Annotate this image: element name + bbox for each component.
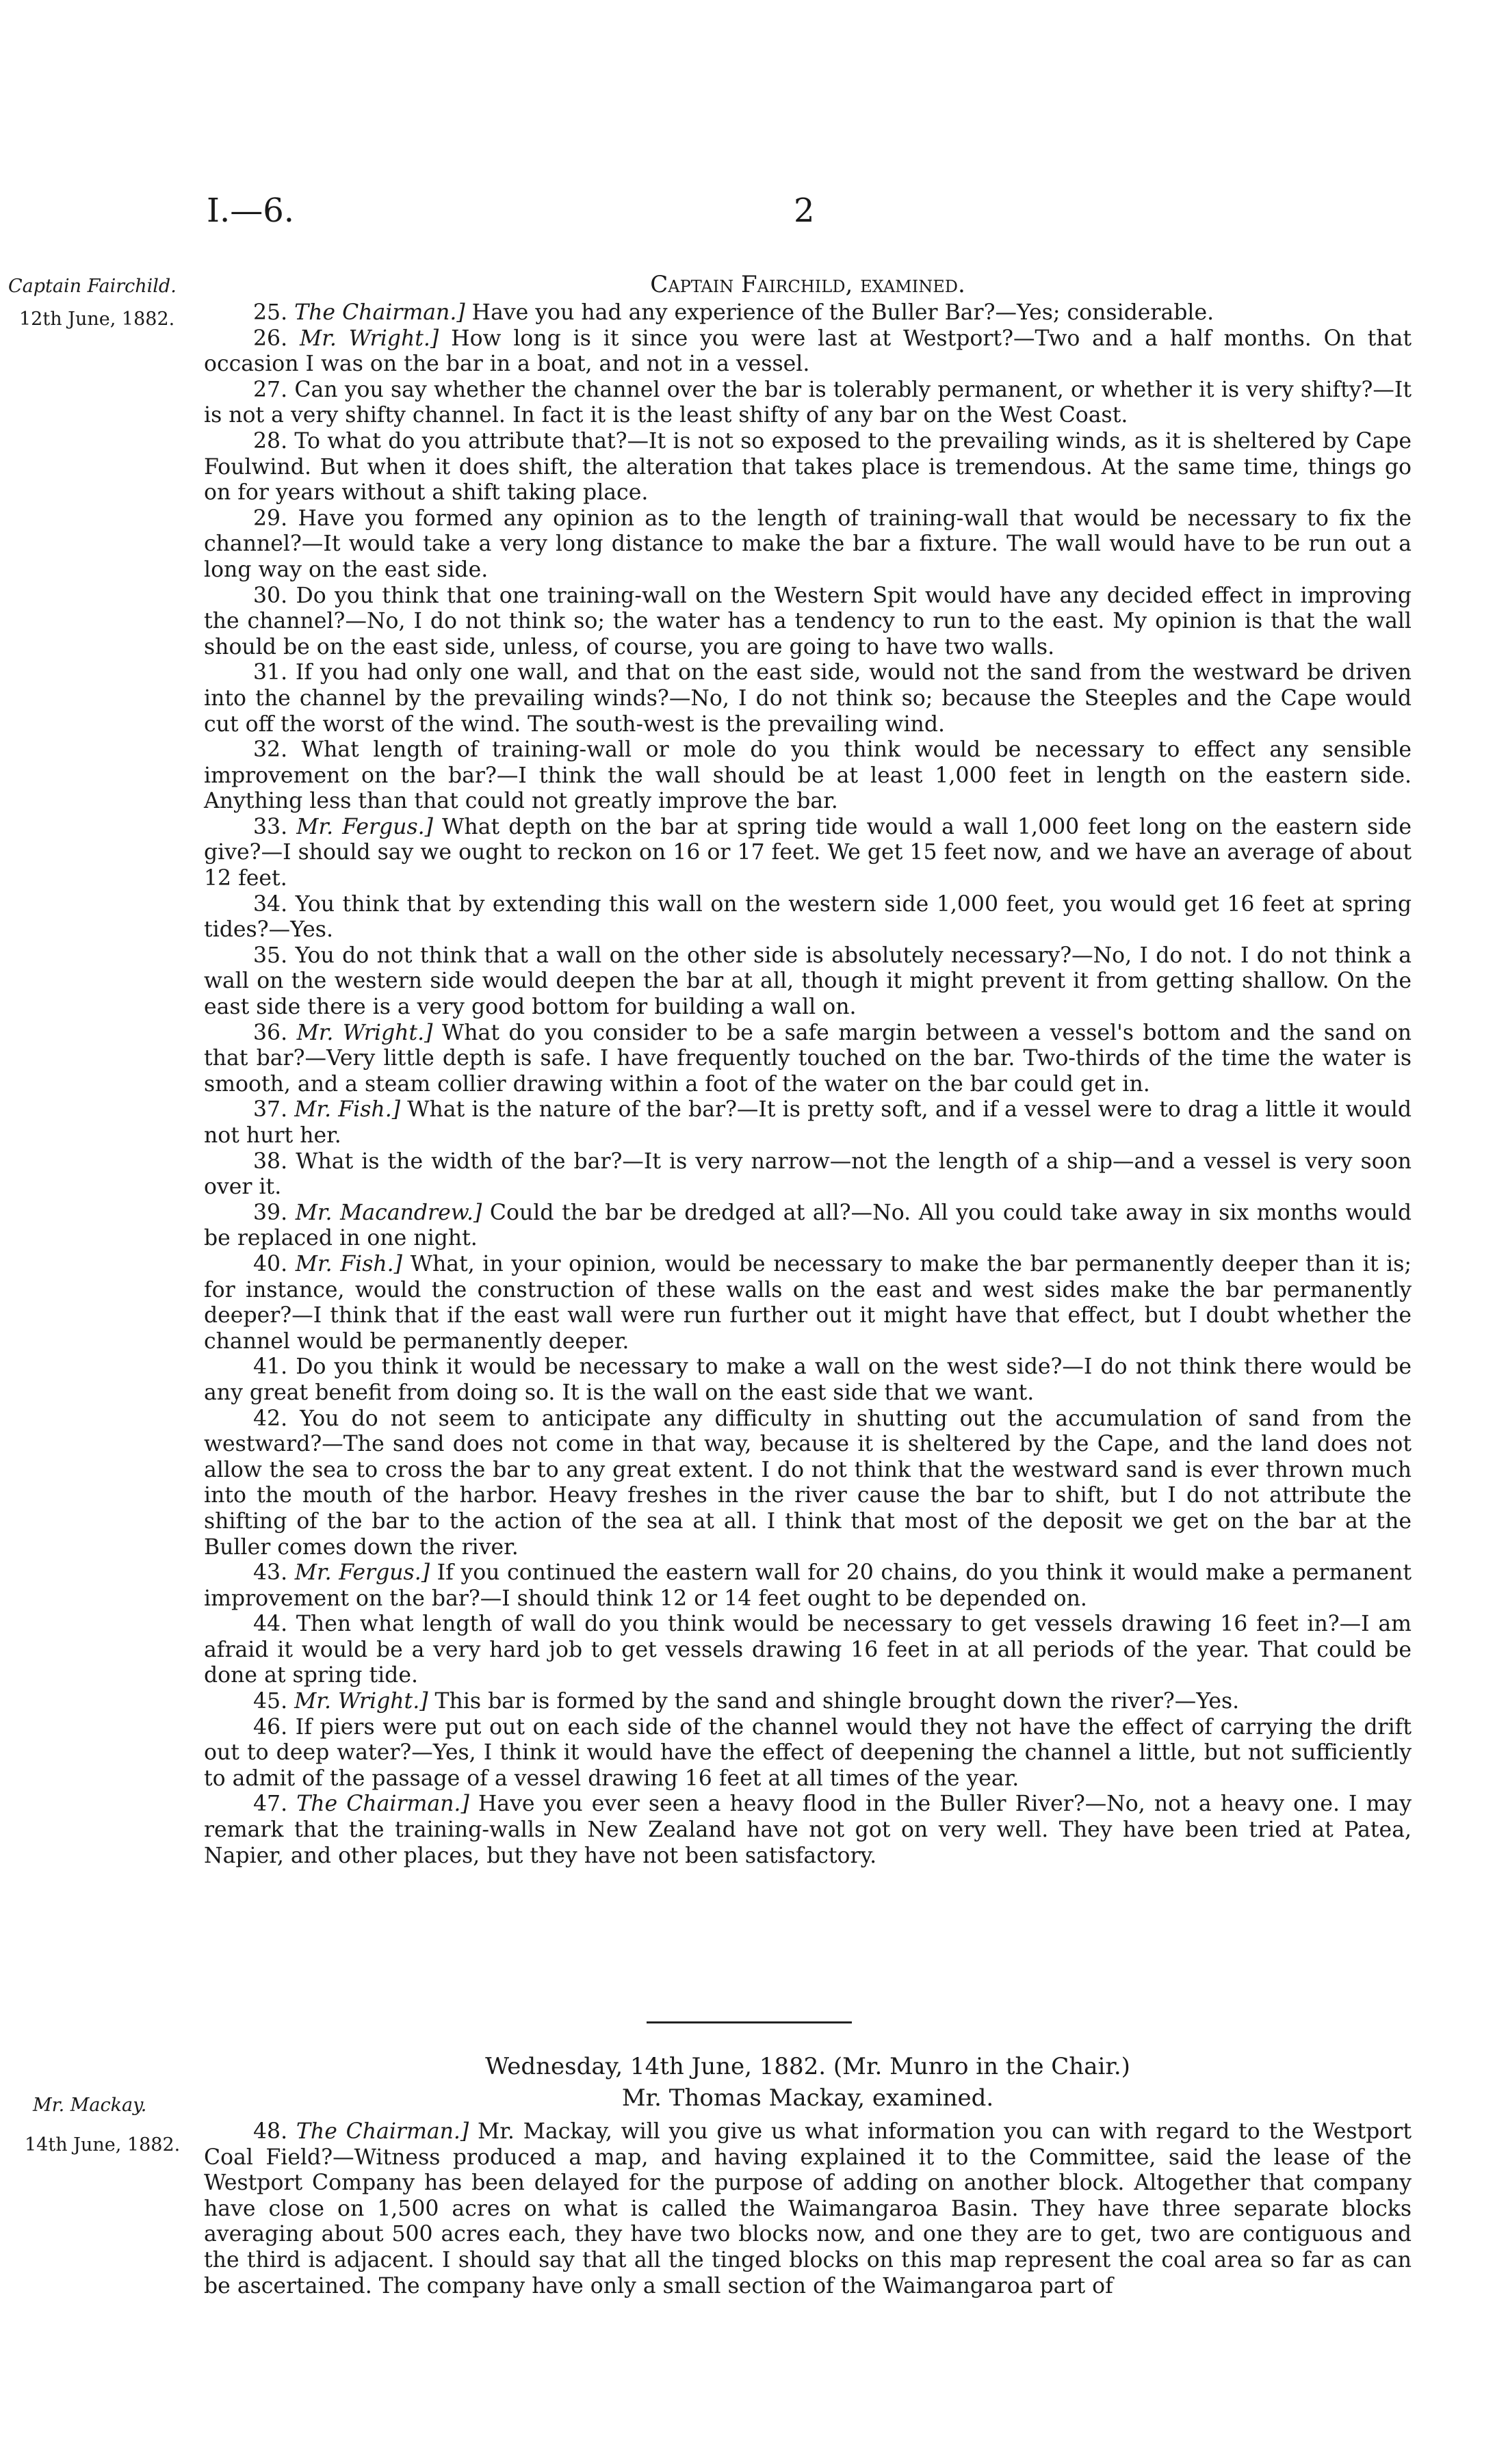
page-reference: I.—6. [207, 192, 295, 230]
question-paragraph [204, 1792, 1412, 1869]
speaker-name: The Chairman.] [294, 300, 465, 325]
question-paragraph [204, 1097, 1412, 1149]
question-paragraph [204, 892, 1412, 943]
question-text: What is the nature of the bar?—It is pretty soft, and if a vessel were to drag a little it would not hurt her. [204, 1097, 1412, 1148]
question-number: 26. [253, 326, 288, 351]
question-paragraph [204, 378, 1412, 429]
question-paragraph [204, 1354, 1412, 1406]
question-text: Mr. Mackay, will you give us what information you can with regard to the Westport Coal Field?—Witness produced a map, and having explained it to the Committee, said the lease of the Westport Company has been delayed for the purpose of adding on another block. Altogether that company have close on 1,500 acres on what is called the Waimangaroa Basin. They have three separate blocks averaging about 500 acres each, they have two blocks now, and one they are to get, two are contiguous and the third is adjacent. I should say that all the tinged blocks on this map represent the coal area so far as can be ascertained. The company have only a small section of the Waimangaroa part of [204, 2119, 1412, 2298]
question-number: 45. [253, 1689, 288, 1714]
question-text: Could the bar be dredged at all?—No. All you could take away in six months would be replaced in one night. [204, 1200, 1412, 1251]
question-number: 34. [253, 891, 288, 917]
question-paragraph [204, 1715, 1412, 1792]
question-text: You think that by extending this wall on the western side 1,000 feet, you would get 16 feet at spring tides?—Yes. [204, 891, 1412, 943]
question-paragraph [204, 300, 1412, 326]
speaker-name: The Chairman.] [296, 2119, 469, 2144]
page-header [0, 192, 1495, 239]
speaker-name: Mr. Wright.] [294, 1689, 428, 1714]
speaker-name: Mr. Wright.] [299, 326, 439, 351]
question-paragraph [204, 815, 1412, 892]
question-number: 36. [253, 1020, 288, 1045]
question-text: You do not think that a wall on the other side is absolutely necessary?—No, I do not. I do not think a wall on the western side would deepen the bar at all, though it might prevent it from getting shallow. On the east side there is a very good bottom for building a wall on. [204, 943, 1412, 1020]
question-text: What, in your opinion, would be necessary to make the bar permanently deeper than it is; for instance, would the construction of these walls on the east and west sides make the bar permanently deeper?—I think that if the east wall were run further out it might have that effect, but I doubt whether the channel would be permanently deeper. [204, 1251, 1412, 1354]
question-paragraph [204, 1201, 1412, 1252]
question-paragraph [204, 1689, 1412, 1715]
question-text: You do not seem to anticipate any difficulty in shutting out the accumulation of sand from the westward?—The sand does not come in that way, because it is sheltered by the Cape, and the land does not allow the sea to cross the bar to any great extent. I do not think that the westward sand is ever thrown much into the mouth of the harbor. Heavy freshes in the river cause the bar to shift, but I do not attribute the shifting of the bar to the action of the sea at all. I think that most of the deposit we get on the bar at the Buller comes down the river. [204, 1406, 1412, 1560]
question-paragraph [204, 1149, 1412, 1201]
speaker-name: Mr. Macandrew.] [295, 1200, 482, 1225]
date-heading: Wednesday, 14th June, 1882. (Mr. Munro in the Chair.) [485, 2053, 1130, 2080]
question-paragraph [204, 1252, 1412, 1354]
question-text: If piers were put out on each side of the channel would they not have the effect of carrying the drift out to deep water?—Yes, I think it would have the effect of deepening the channel a little, but not sufficiently to admit of the passage of a vessel drawing 16 feet at all times of the year. [204, 1714, 1412, 1791]
question-number: 42. [253, 1406, 288, 1431]
question-paragraph [204, 429, 1412, 506]
question-text: Have you ever seen a heavy flood in the Buller River?—No, not a heavy one. I may remark that the training-walls in New Zealand have not got on very well. They have been tried at Patea, Napier, and other places, but they have not been satisfactory. [204, 1792, 1412, 1868]
speaker-name: Mr. Fergus.] [296, 814, 433, 839]
margin-date: 14th June, 1882. [25, 2134, 181, 2155]
question-number: 47. [253, 1792, 288, 1817]
question-number: 27. [253, 377, 288, 402]
margin-witness-name: Mr. Mackay. [33, 2095, 147, 2116]
question-number: 25. [253, 300, 288, 325]
question-text: Have you had any experience of the Buller Bar?—Yes; considerable. [471, 300, 1214, 325]
question-number: 43. [253, 1560, 288, 1586]
page-number: 2 [794, 192, 815, 230]
question-text: How long is it since you were last at Westport?—Two and a half months. On that occasion I was on the bar in a boat, and not in a vessel. [204, 326, 1412, 377]
margin-witness-name: Captain Fairchild. [8, 276, 177, 297]
question-number: 29. [253, 506, 288, 531]
question-number: 40. [253, 1251, 288, 1276]
question-paragraph [204, 1406, 1412, 1561]
question-paragraph [204, 1021, 1412, 1098]
speaker-name: Mr. Fish.] [295, 1251, 402, 1276]
question-number: 41. [253, 1354, 288, 1380]
question-number: 31. [253, 660, 288, 685]
question-paragraph [204, 1560, 1412, 1612]
question-text: What is the width of the bar?—It is very narrow—not the length of a ship—and a vessel is very soon over it. [204, 1149, 1412, 1200]
section-divider [647, 2021, 852, 2023]
question-text: Can you say whether the channel over the bar is tolerably permanent, or whether it is very shifty?—It is not a very shifty channel. In fact it is the least shifty of any bar on the West Coast. [204, 377, 1412, 428]
question-number: 37. [253, 1097, 288, 1123]
question-text: What depth on the bar at spring tide would a wall 1,000 feet long on the eastern side give?—I should say we ought to reckon on 16 or 17 feet. We get 15 feet now, and we have an average of about 12 feet. [204, 814, 1412, 891]
testimony-body [204, 2119, 1412, 2299]
margin-date: 12th June, 1882. [19, 309, 175, 330]
question-paragraph [204, 1612, 1412, 1689]
question-paragraph [204, 506, 1412, 584]
section-heading: Captain Fairchild, examined. [650, 271, 965, 298]
question-number: 38. [253, 1149, 288, 1174]
question-text: If you continued the eastern wall for 20 chains, do you think it would make a permanent improvement on the bar?—I should think 12 or 14 feet ought to be depended on. [204, 1560, 1412, 1611]
question-number: 35. [253, 943, 288, 968]
question-number: 30. [253, 583, 288, 608]
question-number: 44. [253, 1612, 288, 1637]
question-text: To what do you attribute that?—It is not so exposed to the prevailing winds, as it is sheltered by Cape Foulwind. But when it does shift, the alteration that takes place is tremendous. At the same time, things go on for years without a shift taking place. [204, 428, 1412, 506]
question-number: 33. [253, 814, 288, 839]
question-paragraph [204, 660, 1412, 737]
question-text: Have you formed any opinion as to the length of training-wall that would be necessary to fix the channel?—It would take a very long distance to make the bar a fixture. The wall would have to be run out a long way on the east side. [204, 506, 1412, 582]
question-text: What length of training-wall or mole do you think would be necessary to effect any sensible improvement on the bar?—I think the wall should be at least 1,000 feet in length on the eastern side. Anything less than that could not greatly improve the bar. [204, 737, 1412, 814]
question-text: Do you think that one training-wall on the Western Spit would have any decided effect in improving the channel?—No, I do not think so; the water has a tendency to run to the east. My opinion is that the wall should be on the east side, unless, of course, you are going to have two walls. [204, 583, 1412, 659]
question-number: 39. [253, 1200, 288, 1225]
question-paragraph [204, 2119, 1412, 2299]
question-paragraph [204, 326, 1412, 378]
question-paragraph [204, 584, 1412, 661]
speaker-name: Mr. Fergus.] [294, 1560, 430, 1586]
speaker-name: Mr. Wright.] [296, 1020, 433, 1045]
question-text: Then what length of wall do you think would be necessary to get vessels drawing 16 feet in?—I am afraid it would be a very hard job to get vessels drawing 16 feet in at all periods of the year. That could be done at spring tide. [204, 1612, 1412, 1688]
question-text: This bar is formed by the sand and shingle brought down the river?—Yes. [434, 1689, 1240, 1714]
question-number: 48. [253, 2119, 288, 2144]
witness-heading: Mr. Thomas Mackay, examined. [621, 2084, 994, 2112]
question-paragraph [204, 737, 1412, 815]
question-text: What do you consider to be a safe margin between a vessel's bottom and the sand on that bar?—Very little depth is safe. I have frequently touched on the bar. Two-thirds of the time the water is smooth, and a steam collier drawing within a foot of the water on the bar could get in. [204, 1020, 1412, 1097]
testimony-body [204, 300, 1412, 1869]
question-paragraph [204, 943, 1412, 1021]
question-text: Do you think it would be necessary to make a wall on the west side?—I do not think there would be any great benefit from doing so. It is the wall on the east side that we want. [204, 1354, 1412, 1405]
speaker-name: Mr. Fish.] [294, 1097, 400, 1123]
question-number: 32. [253, 737, 288, 763]
question-text: If you had only one wall, and that on the east side, would not the sand from the westward be driven into the channel by the prevailing winds?—No, I do not think so; because the Steeples and the Cape would cut off the worst of the wind. The south-west is the prevailing wind. [204, 660, 1412, 737]
question-number: 46. [253, 1714, 288, 1740]
speaker-name: The Chairman.] [296, 1792, 469, 1817]
question-number: 28. [253, 428, 288, 454]
